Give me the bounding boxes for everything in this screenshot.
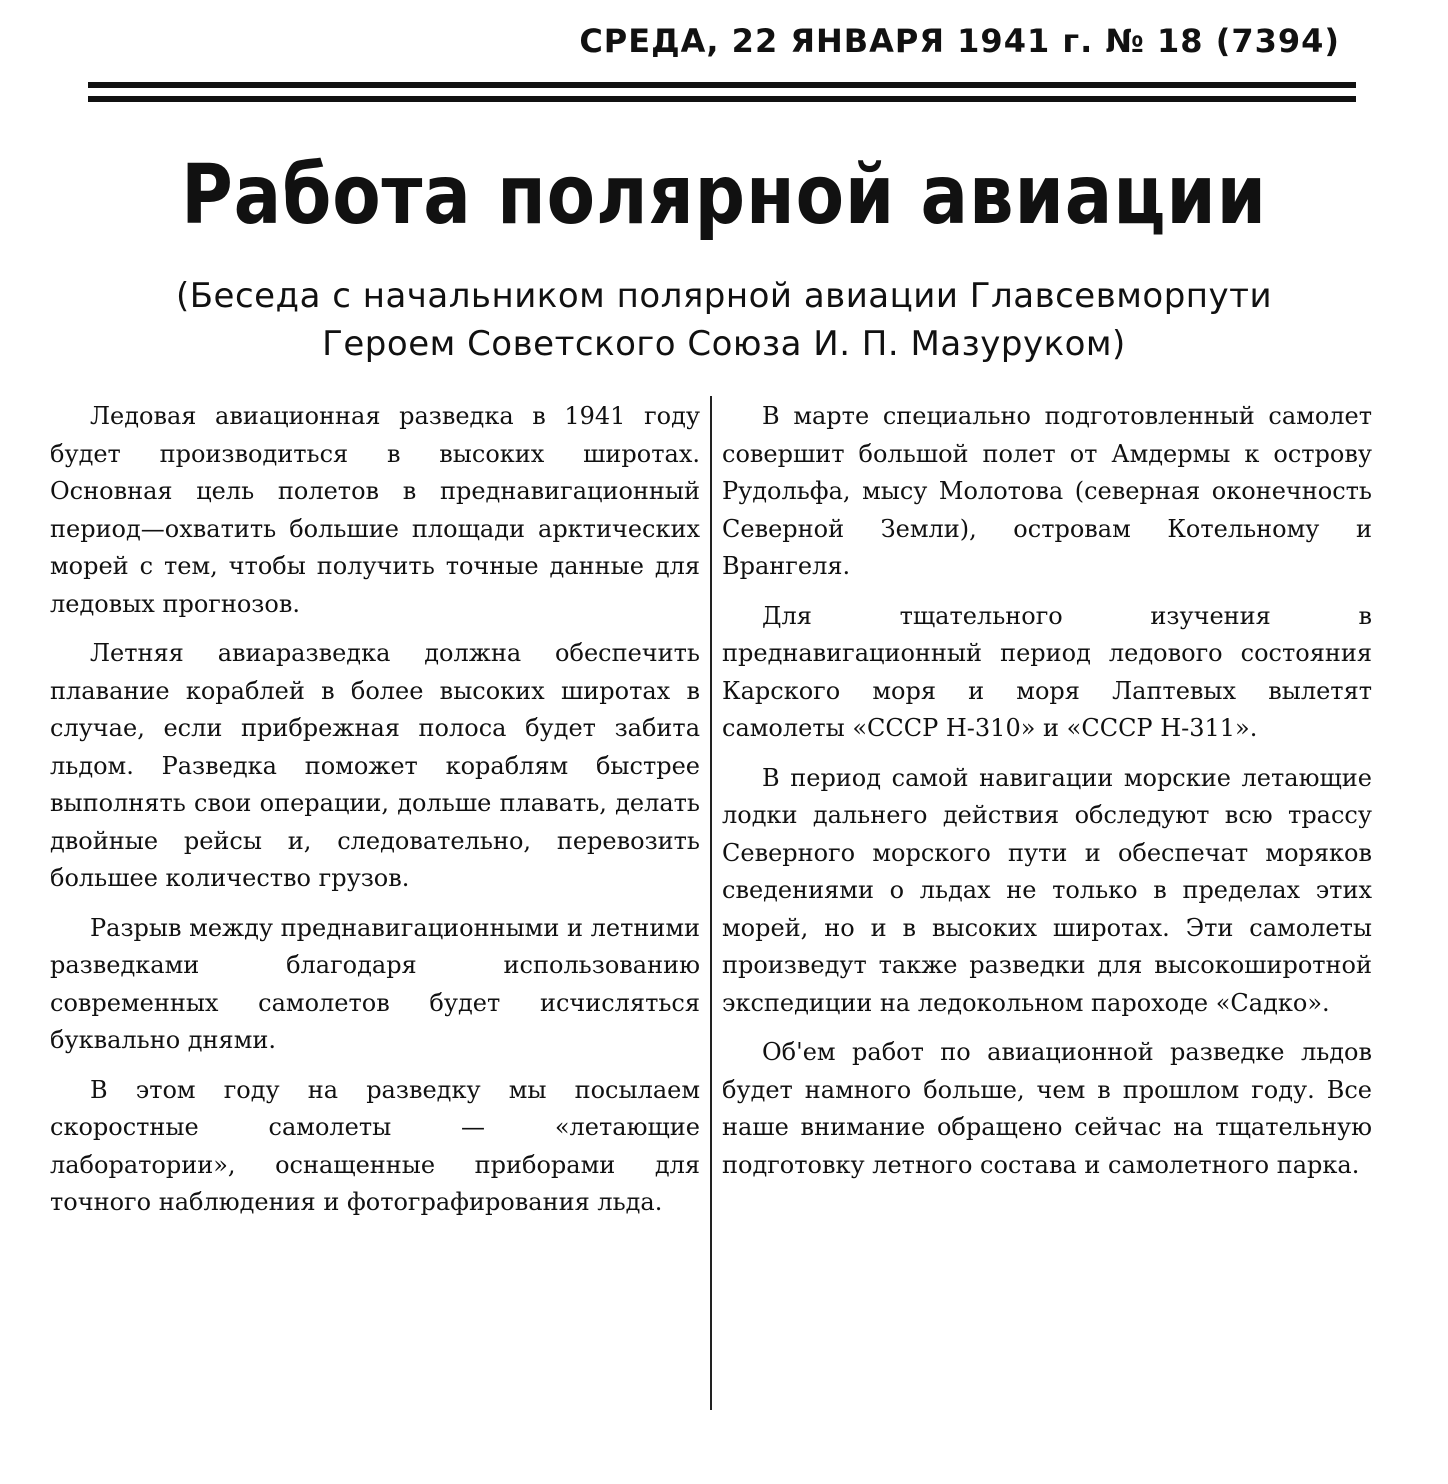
paragraph: Ледовая авиационная разведка в 1941 году будет производиться в высоких широтах. Основная цель полетов в преднавигационный период—охватить большие площади арктических морей с тем, чтобы получить точные данные для ледовых прогнозов. <box>50 402 700 618</box>
header-rule-bottom <box>88 96 1356 102</box>
left-column <box>50 398 700 1234</box>
right-column <box>722 398 1372 1196</box>
paragraph: Летняя авиаразведка должна обеспечить плавание кораблей в более высоких широтах в случае, если прибрежная полоса будет забита льдом. Разведка поможет кораблям быстрее выполнять свои операции, дольше плавать, делать двойные рейсы и, следовательно, перевозить большее количество грузов. <box>50 639 700 892</box>
header-rule-top <box>88 82 1356 88</box>
paragraph: В период самой навигации морские летающие лодки дальнего действия обследуют всю трассу Северного морского пути и обеспечат моряков сведениями о льдах не только в пределах этих морей, но и в высоких широтах. Эти самолеты произведут также разведки для высокоширотной экспедиции на ледокольном пароходе «Садко». <box>722 763 1372 1017</box>
paragraph: Разрыв между преднавигационными и летними разведками благодаря использованию современных самолетов будет исчисляться буквально днями. <box>50 913 700 1054</box>
subheadline-line-1: (Беседа с начальником полярной авиации Главсевморпути <box>175 276 1273 316</box>
paragraph: В этом году на разведку мы посылаем скоростные самолеты — «летающие лаборатории», оснащенные приборами для точного наблюдения и фотографирования льда. <box>50 1075 700 1216</box>
subheadline-line-2: Героем Советского Союза И. П. Мазуруком) <box>322 324 1126 364</box>
paragraph: Для тщательного изучения в преднавигационный период ледового состояния Карского моря и моря Лаптевых вылетят самолеты «СССР Н-310» и «СССР Н-311». <box>722 601 1372 742</box>
dateline: СРЕДА, 22 ЯНВАРЯ 1941 г. № 18 (7394) <box>579 22 1340 60</box>
paragraph: В марте специально подготовленный самолет совершит большой полет от Амдермы к острову Рудольфа, мысу Молотова (северная оконечность Северной Земли), островам Котельному и Врангеля. <box>722 402 1372 580</box>
article-subheadline <box>0 272 1448 368</box>
article-headline: Работа полярной авиации <box>181 148 1267 243</box>
paragraph: Об'ем работ по авиационной разведке льдов будет намного больше, чем в прошлом году. Все наше внимание обращено сейчас на тщательную подготовку летного состава и самолетного парка. <box>722 1038 1372 1179</box>
column-divider <box>710 396 712 1410</box>
